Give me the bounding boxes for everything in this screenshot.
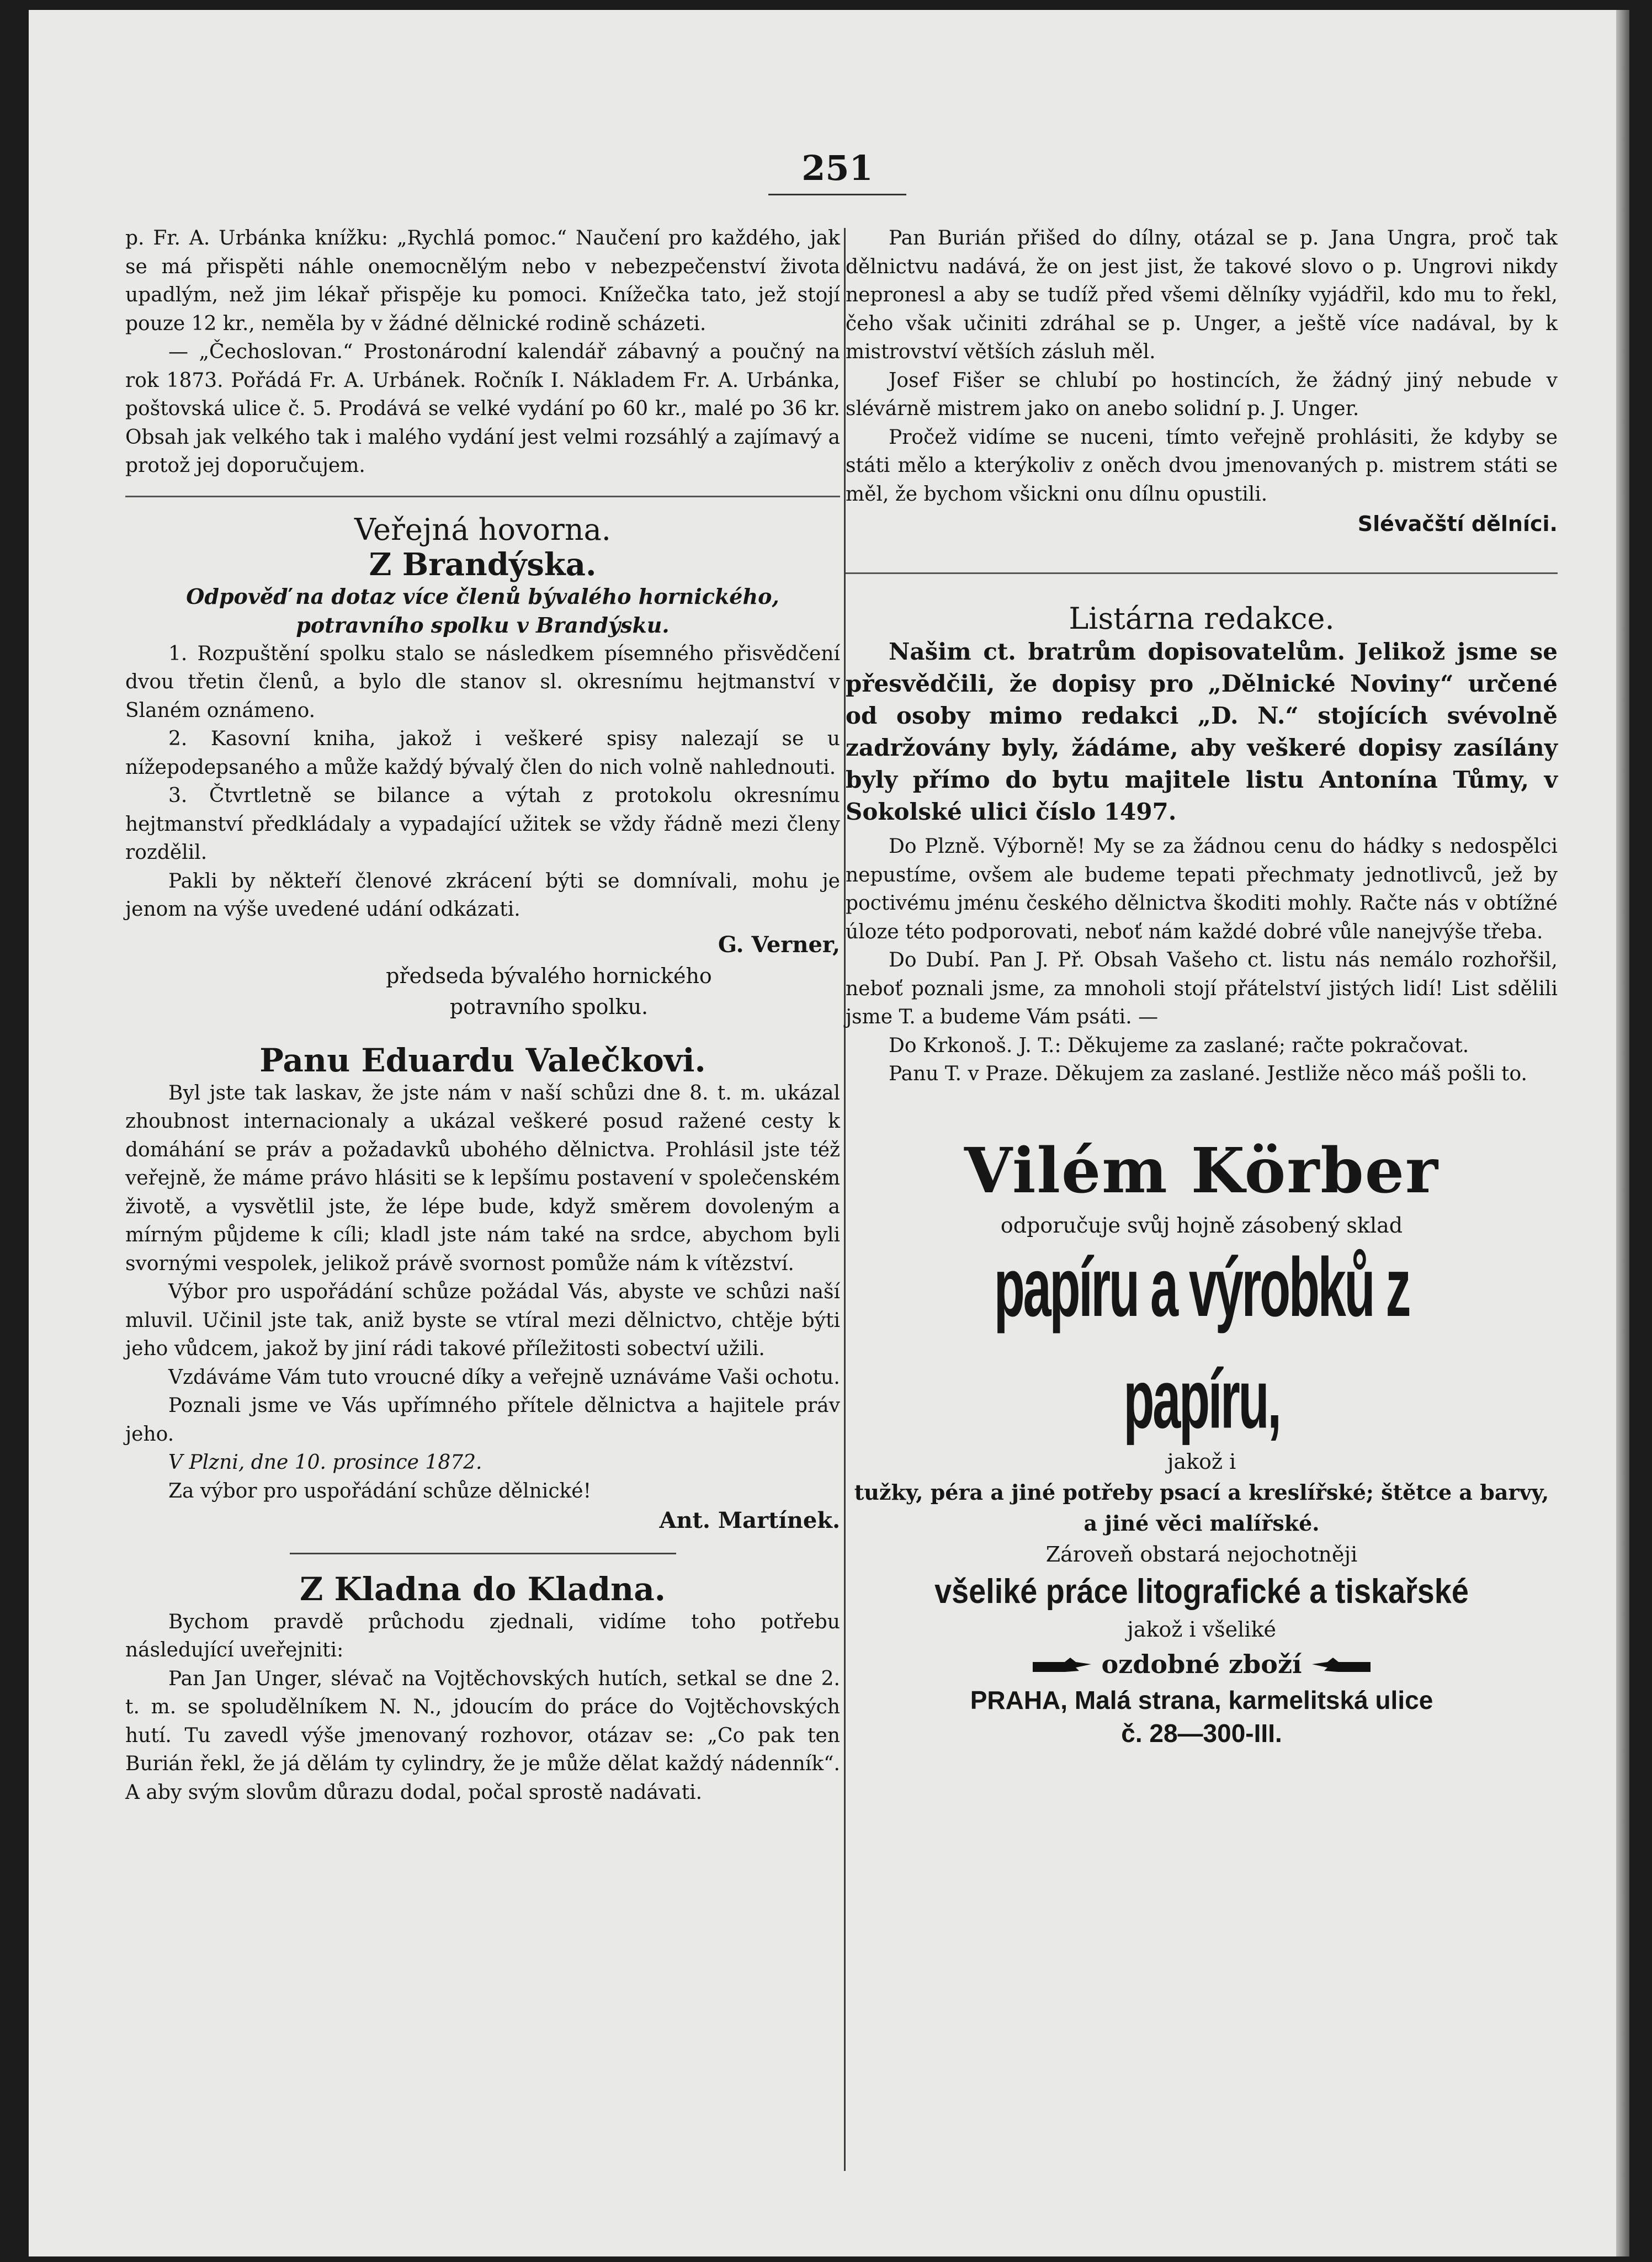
committee-line: Za výbor pro uspořádání schůze dělnické! [168, 1479, 592, 1502]
notice-to-correspondents: Našim ct. bratrům dopisovatelům. Jelikož jsme se přesvědčili, že dopisy pro „Dělnické Noviny“ určené od osoby mimo redakci „D. N.“ stojících svévolně zadržovány byly, žádáme, aby veškeré dopisy zasílány byly přímo do bytu majitele listu Antonína Tůmy, v Sokolské ulici číslo 1497. [846, 638, 1558, 826]
paragraph: Vzdáváme Vám tuto vroucné díky a veřejně uznáváme Vaši ochotu. [168, 1366, 840, 1389]
signature-role: předseda bývalého hornického [386, 963, 712, 988]
paragraph: Pan Jan Unger, slévač na Vojtěchovských hutích, setkal se dne 2. t. m. se spoludělníkem N. N., jdoucím do práce do Vojtěchovských hutí. Tu zavedl výše jmenovaný rozhovor, otázav se: „Co pak ten Burián řekl, že já dělám ty cylindry, že je může dělat každý nádenník“. A aby svým slovům důrazu dodal, počal sprostě nadávati. [125, 1667, 840, 1804]
paragraph: Pakli by někteří členové zkrácení býti se domnívali, mohu je jenom na výše uvedené udání odkázati. [125, 869, 840, 921]
advertisement [846, 1133, 1558, 1750]
right-column [846, 224, 1558, 1750]
signature-verner: G. Verner, [718, 931, 840, 958]
paragraph: Byl jste tak laskav, že jste nám v naší schůzi dne 8. t. m. ukázal zhoubnost internacionaly a ukázal veškeré posud ražené cesty k domáhání se práv a požadavků ubohého dělnictva. Prohlásil jste též veřejně, že máme právo hlásiti se k lepšímu postavení v společenském životě, a vysvětlil jste, že lépe bude, když směrem dovoleným a mírným půjdeme k cíli; kladl jste nám také na srdce, abychom byli svornými vespolek, jelikož právě svornost pomůže nám k vítězství. [125, 1081, 840, 1275]
pointing-hand-right-icon [1032, 1655, 1092, 1677]
paragraph: Pročež vidíme se nuceni, tímto veřejně prohlásiti, že kdyby se státi mělo a kterýkoliv z oněch dvou jmenovaných p. mistrem státi se měl, že bychom všickni onu dílnu opustili. [846, 426, 1558, 506]
letter: Do Krkonoš. J. T.: Děkujeme za zaslané; račte pokračovat. [889, 1034, 1469, 1057]
letter: Do Plzně. Výborně! My se za žádnou cenu do hádky s nedospělci nepustíme, ovšem ale budeme tepati přechmaty jednotlivců, jež by poctivému jménu českého dělnictva škoditi mohly. Račte nás v obtížné úloze této podporovati, neboť nám každé dobré vůle nanejvýše třeba. [846, 835, 1558, 943]
ad-line: Zároveň obstará nejochotněji [1045, 1542, 1358, 1567]
divider [125, 496, 840, 497]
ad-address: PRAHA, Malá strana, karmelitská ulice [970, 1685, 1433, 1714]
intro-paragraph: p. Fr. A. Urbánka knížku: „Rychlá pomoc.“ Naučení pro každého, jak se má přispěti náhle onemocnělým nebo v nebezpečenství života upadlým, než jim lékař přispěje ku pomoci. Knížečka tato, jež stojí pouze 12 kr., neměla by v žádné dělnické rodině scházeti. [125, 227, 840, 335]
calendar-paragraph: — „Čechoslovan.“ Prostonárodní kalendář zábavný a poučný na rok 1873. Pořádá Fr. A. Urbánek. Ročník I. Nákladem Fr. A. Urbánka, poštovská ulice č. 5. Prodává se velké vydání po 60 kr., malé po 36 kr. Obsah jak velkého tak i malého vydání jest velmi rozsáhlý a zajímavý a protož jej doporučujem. [125, 341, 840, 477]
divider [290, 1553, 676, 1554]
paragraph: 2. Kasovní kniha, jakož i veškeré spisy nalezají se u nížepodepsaného a může každý bývalý člen do nich volně nahlednouti. [125, 728, 840, 779]
section-title-listarna: Listárna redakce. [1069, 601, 1335, 636]
signature-slevacsti-delnici: Slévačští dělníci. [1357, 512, 1558, 536]
ad-services: všeliké práce litografické a tiskařské [934, 1572, 1469, 1611]
letter: Panu T. v Praze. Děkujem za zaslané. Jestliže něco máš pošli to. [889, 1063, 1527, 1086]
date-line: V Plzni, dne 10. prosince 1872. [168, 1451, 482, 1474]
ad-line: jakož i [1167, 1449, 1236, 1474]
section-title-valecek: Panu Eduardu Valečkovi. [259, 1041, 706, 1079]
ad-line: tužky, péra a jiné potřeby psací a kreslířské; štětce a barvy, a jiné věci malířské. [854, 1479, 1549, 1536]
section-title-verejna-hovorna: Veřejná hovorna. [354, 512, 611, 547]
newspaper-page [29, 10, 1629, 2256]
divider [846, 572, 1558, 574]
scan-edge [1616, 10, 1629, 2256]
paragraph: 3. Čtvrtletně se bilance a výtah z protokolu okresnímu hejtmanství předkládaly a vypadající užitek se vždy řádně mezi členy rozdělil. [125, 784, 840, 864]
section-title-kladno: Z Kladna do Kladna. [299, 1570, 666, 1608]
ad-ornament-line [846, 1645, 1558, 1684]
paragraph: Josef Fišer se chlubí po hostincích, že žádný jiný nebude v slévárně mistrem jako on anebo solidní p. J. Unger. [846, 369, 1558, 420]
paragraph: 1. Rozpuštění spolku stalo se následkem písemného přisvědčení dvou třetin členů, a bylo dle stanov sl. okresnímu hejtmanství v Slaném oznámeno. [125, 642, 840, 722]
ad-headline: papíru a výrobků z papíru, [994, 1240, 1410, 1446]
ad-line: odporučuje svůj hojně zásobený sklad [1000, 1213, 1403, 1238]
letter: Do Dubí. Pan J. Př. Obsah Vašeho ct. listu nás nemálo rozhořšil, neboť poznali jsme, za mnoholi stojí přátelství jistých lidí! List sdělili jsme T. a budeme Vám psáti. — [846, 949, 1558, 1029]
signature-martinek: Ant. Martínek. [659, 1507, 840, 1534]
ad-name: Vilém Körber [964, 1134, 1439, 1207]
left-column [125, 224, 840, 1807]
paragraph: Pan Burián přišed do dílny, otázal se p. Jana Ungra, proč tak dělnictvu nadává, že on jest jist, že takové slovo o p. Ungrovi nikdy nepronesl a aby se tudíž před všemi dělníky vyjádřil, kdo mu to řekl, čeho však učiniti zdráhal se p. Unger, a ještě více nadával, by k mistrovství větších zásluh měl. [846, 227, 1558, 363]
paragraph: Výbor pro uspořádání schůze požádal Vás, abyste ve schůzi naší mluvil. Učinil jste tak, aniž byste se vtíral mezi dělnictvo, chtěje býti jeho vůdcem, jakož by jiní rádi takové příležitosti sobectví užili. [125, 1281, 840, 1361]
ad-line: jakož i všeliké [1127, 1617, 1276, 1642]
section-lead: Odpověď na dotaz více členů bývalého hornického, potravního spolku v Brandýsku. [186, 583, 779, 638]
paragraph: Bychom pravdě průchodu zjednali, vidíme toho potřebu následující uveřejniti: [125, 1610, 840, 1662]
signature-role: potravního spolku. [449, 994, 649, 1019]
pointing-hand-left-icon [1311, 1655, 1372, 1677]
ad-address: č. 28—300-III. [1121, 1718, 1282, 1748]
page-number: 251 [768, 148, 906, 195]
paragraph: Poznali jsme ve Vás upřímného přítele dělnictva a hajitele práv jeho. [125, 1394, 840, 1446]
ad-ornament-text: ozdobné zboží [1101, 1649, 1302, 1679]
section-subtitle-brandysko: Z Brandýska. [369, 546, 597, 583]
